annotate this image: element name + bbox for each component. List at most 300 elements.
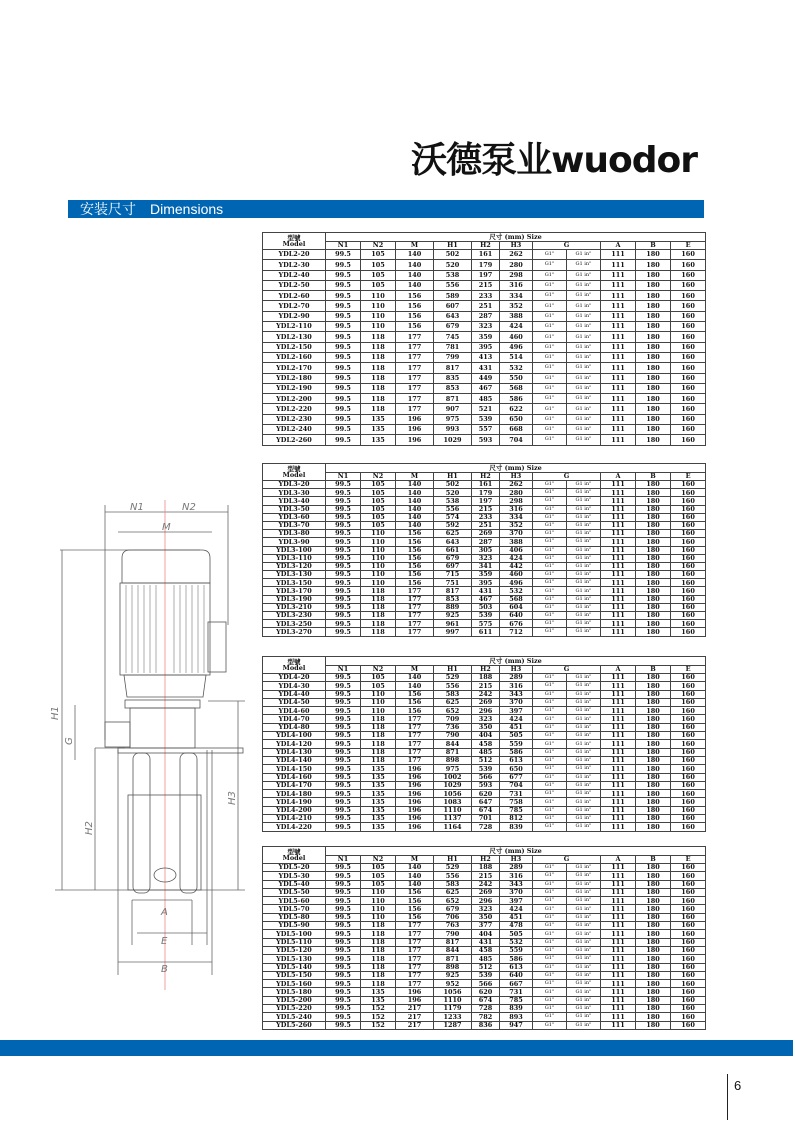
value-cell: 99.5 <box>326 690 361 698</box>
value-cell: 556 <box>434 682 472 690</box>
value-cell: 160 <box>671 562 706 570</box>
value-cell: 343 <box>500 690 533 698</box>
value-cell: 160 <box>671 383 706 393</box>
g-in-cell: G1 in" <box>567 342 601 352</box>
value-cell: 110 <box>361 698 396 706</box>
value-cell: 180 <box>636 815 671 823</box>
value-cell: 180 <box>636 1013 671 1021</box>
value-cell: 135 <box>361 781 396 789</box>
value-cell: 99.5 <box>326 489 361 497</box>
g-in-cell: G1 in" <box>567 765 601 773</box>
g-cell: G1" <box>533 414 567 424</box>
column-header: G <box>533 242 601 250</box>
value-cell: 111 <box>601 988 636 996</box>
model-cell: YDL5-260 <box>263 1021 326 1029</box>
value-cell: 620 <box>472 988 500 996</box>
value-cell: 99.5 <box>326 1021 361 1029</box>
table-row <box>263 489 706 497</box>
value-cell: 111 <box>601 897 636 905</box>
value-cell: 997 <box>434 628 472 636</box>
table-row <box>263 922 706 930</box>
value-cell: 539 <box>472 414 500 424</box>
value-cell: 160 <box>671 280 706 290</box>
value-cell: 99.5 <box>326 260 361 270</box>
value-cell: 377 <box>472 922 500 930</box>
value-cell: 844 <box>434 946 472 954</box>
value-cell: 156 <box>396 291 434 301</box>
value-cell: 118 <box>361 332 396 342</box>
value-cell: 668 <box>500 425 533 435</box>
table-row <box>263 612 706 620</box>
value-cell: 817 <box>434 363 472 373</box>
label-h1: H1 <box>50 706 61 720</box>
g-cell: G1" <box>533 342 567 352</box>
model-cell: YDL2-220 <box>263 404 326 414</box>
value-cell: 395 <box>472 342 500 352</box>
value-cell: 111 <box>601 880 636 888</box>
value-cell: 160 <box>671 864 706 872</box>
g-in-cell: G1 in" <box>567 922 601 930</box>
table-row <box>263 579 706 587</box>
model-cell: YDL2-230 <box>263 414 326 424</box>
value-cell: 160 <box>671 988 706 996</box>
value-cell: 781 <box>434 342 472 352</box>
value-cell: 583 <box>434 690 472 698</box>
value-cell: 156 <box>396 698 434 706</box>
value-cell: 160 <box>671 930 706 938</box>
value-cell: 156 <box>396 562 434 570</box>
value-cell: 99.5 <box>326 394 361 404</box>
value-cell: 652 <box>434 897 472 905</box>
value-cell: 118 <box>361 946 396 954</box>
value-cell: 622 <box>500 404 533 414</box>
g-cell: G1" <box>533 765 567 773</box>
value-cell: 111 <box>601 980 636 988</box>
value-cell: 352 <box>500 521 533 529</box>
model-cell: YDL3-270 <box>263 628 326 636</box>
value-cell: 99.5 <box>326 765 361 773</box>
value-cell: 156 <box>396 311 434 321</box>
column-header: E <box>671 856 706 864</box>
value-cell: 424 <box>500 715 533 723</box>
value-cell: 180 <box>636 530 671 538</box>
g-cell: G1" <box>533 612 567 620</box>
value-cell: 559 <box>500 740 533 748</box>
value-cell: 111 <box>601 260 636 270</box>
value-cell: 1179 <box>434 1005 472 1013</box>
value-cell: 99.5 <box>326 806 361 814</box>
column-header: M <box>396 856 434 864</box>
value-cell: 180 <box>636 562 671 570</box>
value-cell: 111 <box>601 756 636 764</box>
value-cell: 160 <box>671 481 706 489</box>
model-cell: YDL3-100 <box>263 546 326 554</box>
value-cell: 160 <box>671 748 706 756</box>
value-cell: 359 <box>472 571 500 579</box>
value-cell: 180 <box>636 620 671 628</box>
value-cell: 118 <box>361 628 396 636</box>
value-cell: 99.5 <box>326 980 361 988</box>
value-cell: 160 <box>671 707 706 715</box>
value-cell: 451 <box>500 913 533 921</box>
dimension-table-ydl5 <box>262 846 706 1030</box>
value-cell: 160 <box>671 579 706 587</box>
value-cell: 467 <box>472 383 500 393</box>
value-cell: 485 <box>472 748 500 756</box>
g-in-cell: G1 in" <box>567 946 601 954</box>
value-cell: 110 <box>361 301 396 311</box>
value-cell: 289 <box>500 864 533 872</box>
value-cell: 111 <box>601 562 636 570</box>
value-cell: 111 <box>601 363 636 373</box>
column-header: H1 <box>434 666 472 674</box>
value-cell: 140 <box>396 872 434 880</box>
model-cell: YDL5-160 <box>263 980 326 988</box>
g-cell: G1" <box>533 674 567 682</box>
g-cell: G1" <box>533 798 567 806</box>
model-cell: YDL4-20 <box>263 674 326 682</box>
value-cell: 99.5 <box>326 897 361 905</box>
g-in-cell: G1 in" <box>567 715 601 723</box>
column-header: G <box>533 666 601 674</box>
value-cell: 111 <box>601 922 636 930</box>
value-cell: 160 <box>671 612 706 620</box>
table-row <box>263 394 706 404</box>
value-cell: 640 <box>500 971 533 979</box>
g-cell: G1" <box>533 404 567 414</box>
g-in-cell: G1 in" <box>567 352 601 362</box>
value-cell: 180 <box>636 250 671 260</box>
column-header: M <box>396 473 434 481</box>
value-cell: 180 <box>636 806 671 814</box>
value-cell: 704 <box>500 435 533 445</box>
value-cell: 118 <box>361 373 396 383</box>
dimension-table-ydl2 <box>262 232 706 446</box>
model-cell: YDL5-130 <box>263 955 326 963</box>
value-cell: 458 <box>472 740 500 748</box>
g-cell: G1" <box>533 880 567 888</box>
value-cell: 177 <box>396 352 434 362</box>
model-cell: YDL2-70 <box>263 301 326 311</box>
column-header: H1 <box>434 856 472 864</box>
value-cell: 217 <box>396 1013 434 1021</box>
value-cell: 156 <box>396 897 434 905</box>
value-cell: 812 <box>500 815 533 823</box>
g-in-cell: G1 in" <box>567 270 601 280</box>
g-in-cell: G1 in" <box>567 963 601 971</box>
value-cell: 160 <box>671 394 706 404</box>
value-cell: 180 <box>636 260 671 270</box>
value-cell: 118 <box>361 352 396 362</box>
value-cell: 156 <box>396 707 434 715</box>
g-in-cell: G1 in" <box>567 603 601 611</box>
value-cell: 242 <box>472 690 500 698</box>
value-cell: 568 <box>500 383 533 393</box>
value-cell: 99.5 <box>326 521 361 529</box>
g-in-cell: G1 in" <box>567 913 601 921</box>
value-cell: 177 <box>396 612 434 620</box>
value-cell: 160 <box>671 996 706 1004</box>
value-cell: 111 <box>601 530 636 538</box>
g-in-cell: G1 in" <box>567 414 601 424</box>
pump-dimension-drawing <box>50 485 260 995</box>
value-cell: 697 <box>434 562 472 570</box>
value-cell: 99.5 <box>326 587 361 595</box>
column-header: H3 <box>500 473 533 481</box>
model-cell: YDL3-230 <box>263 612 326 620</box>
g-cell: G1" <box>533 394 567 404</box>
value-cell: 160 <box>671 505 706 513</box>
value-cell: 111 <box>601 946 636 954</box>
g-cell: G1" <box>533 538 567 546</box>
g-in-cell: G1 in" <box>567 497 601 505</box>
value-cell: 177 <box>396 963 434 971</box>
value-cell: 118 <box>361 963 396 971</box>
value-cell: 180 <box>636 311 671 321</box>
value-cell: 99.5 <box>326 270 361 280</box>
g-cell: G1" <box>533 562 567 570</box>
value-cell: 99.5 <box>326 996 361 1004</box>
g-in-cell: G1 in" <box>567 513 601 521</box>
value-cell: 135 <box>361 996 396 1004</box>
value-cell: 160 <box>671 781 706 789</box>
value-cell: 118 <box>361 756 396 764</box>
value-cell: 160 <box>671 587 706 595</box>
g-in-cell: G1 in" <box>567 383 601 393</box>
value-cell: 539 <box>472 765 500 773</box>
value-cell: 728 <box>472 1005 500 1013</box>
column-header: M <box>396 666 434 674</box>
value-cell: 160 <box>671 363 706 373</box>
value-cell: 180 <box>636 798 671 806</box>
model-cell: YDL5-90 <box>263 922 326 930</box>
value-cell: 478 <box>500 922 533 930</box>
model-cell: YDL4-180 <box>263 790 326 798</box>
size-header: 尺寸 (mm) Size <box>326 657 706 666</box>
value-cell: 99.5 <box>326 579 361 587</box>
page-number-divider <box>727 1074 728 1120</box>
value-cell: 118 <box>361 955 396 963</box>
value-cell: 817 <box>434 938 472 946</box>
value-cell: 118 <box>361 383 396 393</box>
g-in-cell: G1 in" <box>567 322 601 332</box>
value-cell: 269 <box>472 888 500 896</box>
value-cell: 177 <box>396 342 434 352</box>
value-cell: 196 <box>396 414 434 424</box>
value-cell: 156 <box>396 546 434 554</box>
model-cell: YDL5-60 <box>263 897 326 905</box>
value-cell: 706 <box>434 913 472 921</box>
value-cell: 592 <box>434 521 472 529</box>
g-cell: G1" <box>533 773 567 781</box>
model-cell: YDL4-150 <box>263 765 326 773</box>
value-cell: 160 <box>671 732 706 740</box>
column-header: H2 <box>472 473 500 481</box>
g-cell: G1" <box>533 311 567 321</box>
value-cell: 105 <box>361 880 396 888</box>
value-cell: 323 <box>472 322 500 332</box>
g-in-cell: G1 in" <box>567 554 601 562</box>
value-cell: 160 <box>671 425 706 435</box>
value-cell: 180 <box>636 595 671 603</box>
g-in-cell: G1 in" <box>567 682 601 690</box>
value-cell: 556 <box>434 505 472 513</box>
g-cell: G1" <box>533 980 567 988</box>
value-cell: 502 <box>434 250 472 260</box>
value-cell: 514 <box>500 352 533 362</box>
model-cell: YDL5-40 <box>263 880 326 888</box>
value-cell: 782 <box>472 1013 500 1021</box>
value-cell: 343 <box>500 880 533 888</box>
table-row <box>263 383 706 393</box>
g-cell: G1" <box>533 905 567 913</box>
g-cell: G1" <box>533 971 567 979</box>
value-cell: 99.5 <box>326 332 361 342</box>
value-cell: 156 <box>396 538 434 546</box>
value-cell: 110 <box>361 538 396 546</box>
value-cell: 715 <box>434 571 472 579</box>
value-cell: 160 <box>671 922 706 930</box>
value-cell: 105 <box>361 521 396 529</box>
value-cell: 196 <box>396 790 434 798</box>
model-cell: YDL5-70 <box>263 905 326 913</box>
value-cell: 118 <box>361 740 396 748</box>
g-cell: G1" <box>533 963 567 971</box>
model-cell: YDL5-110 <box>263 938 326 946</box>
column-header: G <box>533 473 601 481</box>
g-in-cell: G1 in" <box>567 988 601 996</box>
column-header: N2 <box>361 242 396 250</box>
value-cell: 111 <box>601 971 636 979</box>
value-cell: 99.5 <box>326 955 361 963</box>
value-cell: 99.5 <box>326 880 361 888</box>
value-cell: 118 <box>361 404 396 414</box>
g-cell: G1" <box>533 938 567 946</box>
model-header: 型號 Model <box>263 464 326 481</box>
column-header: N1 <box>326 242 361 250</box>
value-cell: 99.5 <box>326 682 361 690</box>
table-row <box>263 571 706 579</box>
value-cell: 215 <box>472 505 500 513</box>
value-cell: 118 <box>361 930 396 938</box>
table-row <box>263 715 706 723</box>
value-cell: 180 <box>636 425 671 435</box>
value-cell: 118 <box>361 363 396 373</box>
value-cell: 334 <box>500 513 533 521</box>
value-cell: 460 <box>500 332 533 342</box>
value-cell: 521 <box>472 404 500 414</box>
value-cell: 160 <box>671 715 706 723</box>
value-cell: 177 <box>396 955 434 963</box>
value-cell: 99.5 <box>326 497 361 505</box>
table-row <box>263 311 706 321</box>
g-cell: G1" <box>533 756 567 764</box>
table-row <box>263 513 706 521</box>
value-cell: 556 <box>434 872 472 880</box>
value-cell: 99.5 <box>326 698 361 706</box>
value-cell: 118 <box>361 971 396 979</box>
value-cell: 647 <box>472 798 500 806</box>
g-cell: G1" <box>533 628 567 636</box>
value-cell: 406 <box>500 546 533 554</box>
value-cell: 799 <box>434 352 472 362</box>
label-e: E <box>161 936 168 947</box>
g-cell: G1" <box>533 872 567 880</box>
table-row <box>263 1005 706 1013</box>
value-cell: 160 <box>671 513 706 521</box>
value-cell: 160 <box>671 880 706 888</box>
value-cell: 613 <box>500 963 533 971</box>
table-row <box>263 342 706 352</box>
table-row <box>263 781 706 789</box>
value-cell: 177 <box>396 723 434 731</box>
value-cell: 140 <box>396 497 434 505</box>
g-in-cell: G1 in" <box>567 404 601 414</box>
value-cell: 111 <box>601 332 636 342</box>
value-cell: 262 <box>500 250 533 260</box>
value-cell: 111 <box>601 790 636 798</box>
g-cell: G1" <box>533 806 567 814</box>
g-cell: G1" <box>533 864 567 872</box>
value-cell: 110 <box>361 579 396 587</box>
value-cell: 197 <box>472 497 500 505</box>
table-row <box>263 864 706 872</box>
g-cell: G1" <box>533 513 567 521</box>
model-cell: YDL2-200 <box>263 394 326 404</box>
value-cell: 99.5 <box>326 414 361 424</box>
value-cell: 99.5 <box>326 280 361 290</box>
value-cell: 180 <box>636 955 671 963</box>
column-header: H3 <box>500 242 533 250</box>
value-cell: 110 <box>361 562 396 570</box>
value-cell: 118 <box>361 748 396 756</box>
value-cell: 160 <box>671 521 706 529</box>
brand-title: 沃德泵业wuodor <box>411 140 697 181</box>
g-cell: G1" <box>533 521 567 529</box>
g-in-cell: G1 in" <box>567 888 601 896</box>
g-cell: G1" <box>533 250 567 260</box>
value-cell: 99.5 <box>326 363 361 373</box>
value-cell: 177 <box>396 922 434 930</box>
value-cell: 110 <box>361 554 396 562</box>
value-cell: 889 <box>434 603 472 611</box>
value-cell: 160 <box>671 897 706 905</box>
g-in-cell: G1 in" <box>567 748 601 756</box>
value-cell: 118 <box>361 732 396 740</box>
column-header: E <box>671 473 706 481</box>
value-cell: 188 <box>472 674 500 682</box>
value-cell: 298 <box>500 270 533 280</box>
value-cell: 140 <box>396 513 434 521</box>
g-in-cell: G1 in" <box>567 1021 601 1029</box>
value-cell: 160 <box>671 1021 706 1029</box>
value-cell: 156 <box>396 530 434 538</box>
value-cell: 111 <box>601 1013 636 1021</box>
g-in-cell: G1 in" <box>567 363 601 373</box>
value-cell: 180 <box>636 538 671 546</box>
value-cell: 110 <box>361 913 396 921</box>
table-row <box>263 554 706 562</box>
value-cell: 160 <box>671 595 706 603</box>
g-cell: G1" <box>533 571 567 579</box>
value-cell: 196 <box>396 798 434 806</box>
g-cell: G1" <box>533 620 567 628</box>
value-cell: 118 <box>361 922 396 930</box>
value-cell: 180 <box>636 880 671 888</box>
value-cell: 160 <box>671 971 706 979</box>
column-header: M <box>396 242 434 250</box>
value-cell: 179 <box>472 489 500 497</box>
